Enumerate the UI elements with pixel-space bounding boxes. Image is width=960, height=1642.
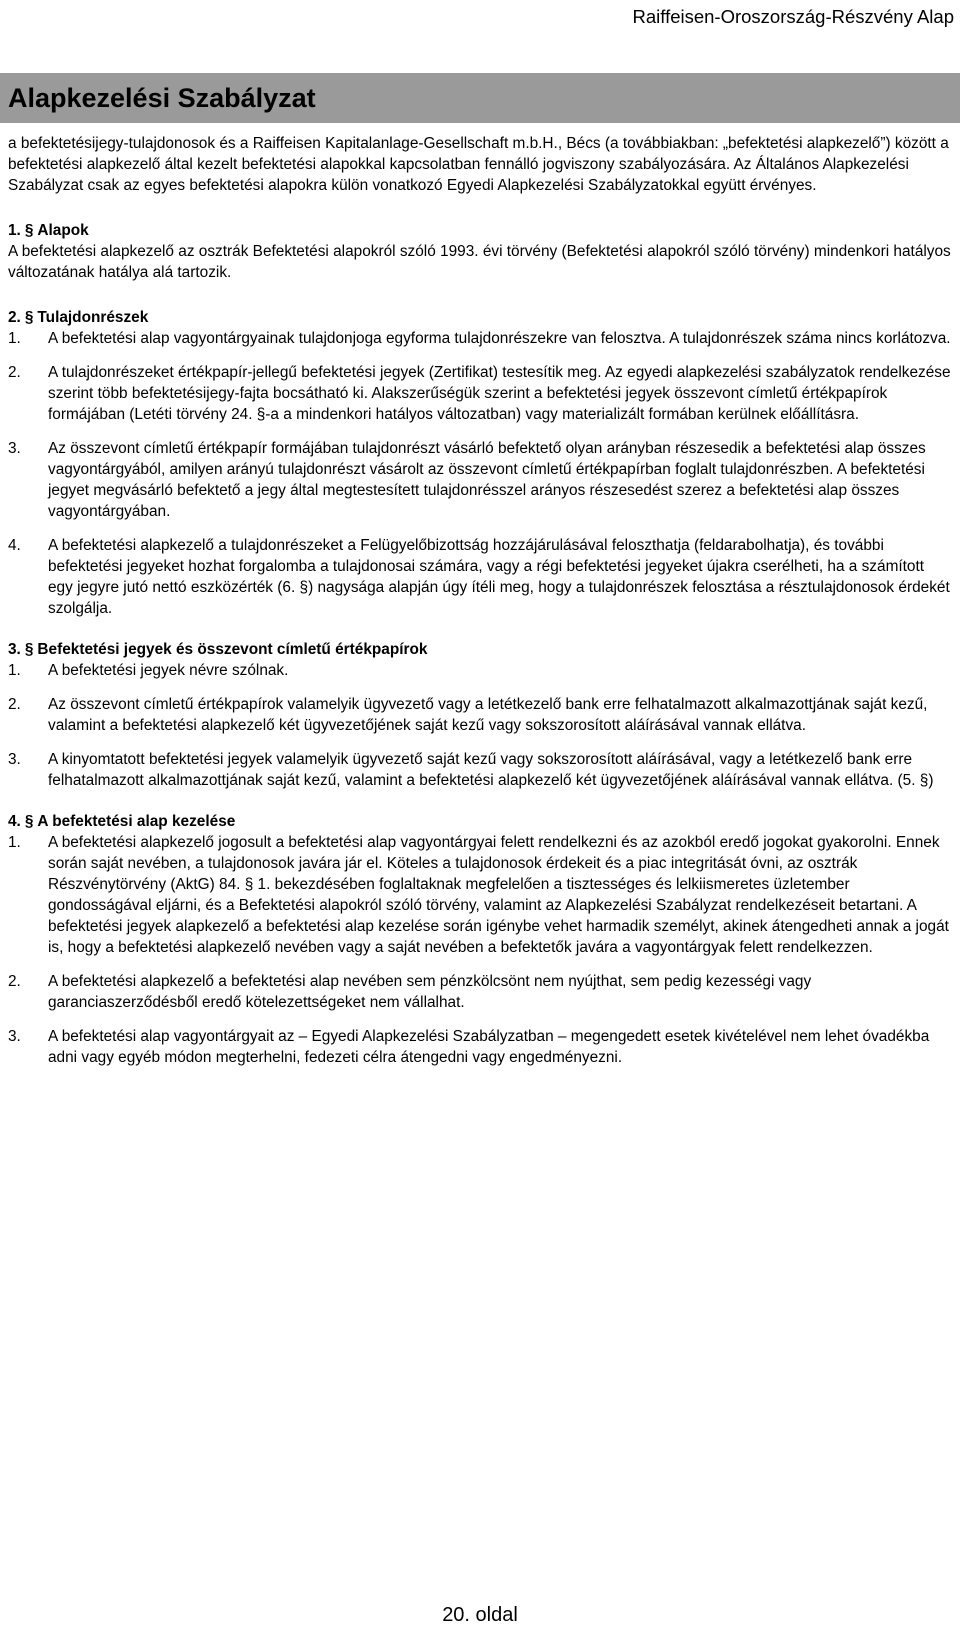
section-title: A befektetési alap kezelése (37, 813, 236, 830)
page-number: 20. oldal (442, 1604, 518, 1626)
list-item (8, 832, 952, 958)
item-text: A befektetési alap vagyontárgyait az – Egyedi Alapkezelési Szabályzatban – megengedett esetek kivételével nem lehet óvadékba adni vagy egyéb módon megterhelni, fedezeti célra átengedni vagy engedményezni. (48, 1028, 930, 1066)
item-list (8, 328, 952, 619)
running-header: Raiffeisen-Oroszország-Részvény Alap (632, 6, 954, 27)
section-number: 4. (8, 813, 21, 830)
item-number: 3. (8, 751, 21, 768)
section-heading (8, 220, 952, 241)
paragraph-sign: § (24, 222, 34, 239)
list-item (8, 971, 952, 1013)
item-number: 2. (8, 364, 21, 381)
item-text: A befektetési alapkezelő jogosult a befektetési alap vagyontárgyai felett rendelkezni és az azokból eredő jogokat gyakorolni. Ennek során saját nevében, a tulajdonosok javára jár el. Köteles a tulajdonosok érdekeit és a piac integritását óvni, az osztrák Részvénytörvény (AktG) 84. § 1. bekezdésében foglaltaknak megfelelően a tisztességes és lelkiismeretes üzletember gondosságával eljárni, és a Befektetési alapokról szóló törvény, valamint az Alapkezelési Szabályzat rendelkezéseit betartani. A befektetési jegyek alapkezelő a befektetési alap kezelése során igénybe vehet harmadik személyt, akinek átengedheti annak a jogát is, hogy a befektetési alapkezelő nevében vagy a saját nevében a befektetők javára a vagyontárgyak felett rendelkezzen. (48, 834, 949, 956)
section-heading (8, 307, 952, 328)
page-title: Alapkezelési Szabályzat (8, 83, 316, 113)
item-number: 4. (8, 537, 21, 554)
item-text: A befektetési jegyek névre szólnak. (48, 662, 289, 679)
item-number: 1. (8, 834, 21, 851)
item-text: Az összevont címletű értékpapír formájában tulajdonrészt vásárló befektető olyan arányban részesedik a befektetési alap összes vagyontárgyából, amilyen arányú tulajdonrészt vásárolt az összevont címletű értékpapírban foglalt tulajdonrészben. A befektetési jegyet megvásárló befektető a jegy által megtestesített tulajdonrésszel arányos részesedést szerez a befektetési alap összes vagyontárgyában. (48, 440, 926, 520)
item-text: A tulajdonrészeket értékpapír-jellegű befektetési jegyek (Zertifikat) testesítik meg. Az egyedi alapkezelési szabályzatok rendelkezése szerint több befektetésijegy-fajta bocsátható ki. Alakszerűségük szerint a befektetési jegyek összevont címletű értékpapírok formájában (Letéti törvény 24. §-a a mindenkori hatályos változatban) vagy materializált formában kerülnek előállításra. (48, 364, 951, 423)
item-list (8, 832, 952, 1068)
list-item (8, 1026, 952, 1068)
item-text: A befektetési alapkezelő a tulajdonrészeket a Felügyelőbizottság hozzájárulásával feloszthatja (feldarabolhatja), és további befektetési jegyeket hozhat forgalomba a tulajdonosai számára, vagy a régi befektetési jegyeket újakra cserélheti, ha a számított egy jegyre jutó nettó eszközérték (6. §) nagysága alapján úgy ítéli meg, hogy a tulajdonrészek felosztása a résztulajdonosok érdekét szolgálja. (48, 537, 950, 617)
paragraph-sign: § (24, 641, 34, 658)
section-heading (8, 811, 952, 832)
list-item (8, 660, 952, 681)
section-title: Befektetési jegyek és összevont címletű értékpapírok (37, 641, 428, 658)
section-body: A befektetési alapkezelő az osztrák Befektetési alapokról szóló 1993. évi törvény (Befektetési alapokról szóló törvény) mindenkori hatályos változatának hatálya alá tartozik. (8, 243, 951, 281)
item-text: A befektetési alap vagyontárgyainak tulajdonjoga egyforma tulajdonrészekre van felosztva. A tulajdonrészek száma nincs korlátozva. (48, 330, 951, 347)
section-title: Tulajdonrészek (37, 309, 149, 326)
item-number: 2. (8, 973, 21, 990)
document-body (8, 133, 952, 1088)
item-number: 1. (8, 662, 21, 679)
section-number: 1. (8, 222, 21, 239)
list-item (8, 749, 952, 791)
item-text: Az összevont címletű értékpapírok valamelyik ügyvezető vagy a letétkezelő bank erre felhatalmazott alkalmazottjának saját kezű, valamint a befektetési alapkezelő két ügyvezetőjének saját kezű vagy sokszorosított aláírásával vannak ellátva. (48, 696, 928, 734)
section-heading (8, 639, 952, 660)
list-item (8, 535, 952, 619)
section-title: Alapok (37, 222, 89, 239)
section-number: 2. (8, 309, 21, 326)
list-item (8, 694, 952, 736)
paragraph-sign: § (24, 309, 34, 326)
list-item (8, 438, 952, 522)
item-text: A kinyomtatott befektetési jegyek valamelyik ügyvezető saját kezű vagy sokszorosított aláírásával, vagy a letétkezelő bank erre felhatalmazott alkalmazottjának saját kezű, valamint a befektetési alapkezelő két ügyvezetőjének aláírásával vannak ellátva. (5. §) (48, 751, 934, 789)
item-list (8, 660, 952, 791)
intro-paragraph: a befektetésijegy-tulajdonosok és a Raiffeisen Kapitalanlage-Gesellschaft m.b.H., Bécs (a továbbiakban: „befektetési alapkezelő”) között a befektetési alapkezelő által kezelt befektetési alapokkal kapcsolatban fennálló jogviszony szabályozására. Az Általános Alapkezelési Szabályzat csak az egyes befektetési alapokra külön vonatkozó Egyedi Alapkezelési Szabályzatokkal együtt érvényes. (8, 135, 949, 194)
item-number: 3. (8, 1028, 21, 1045)
list-item (8, 362, 952, 425)
item-number: 3. (8, 440, 21, 457)
item-number: 2. (8, 696, 21, 713)
section-number: 3. (8, 641, 21, 658)
title-bar (0, 73, 960, 123)
item-number: 1. (8, 330, 21, 347)
item-text: A befektetési alapkezelő a befektetési alap nevében sem pénzkölcsönt nem nyújthat, sem pedig kezességi vagy garanciaszerződésből eredő kötelezettségeket nem vállalhat. (48, 973, 812, 1011)
paragraph-sign: § (24, 813, 34, 830)
list-item (8, 328, 952, 349)
